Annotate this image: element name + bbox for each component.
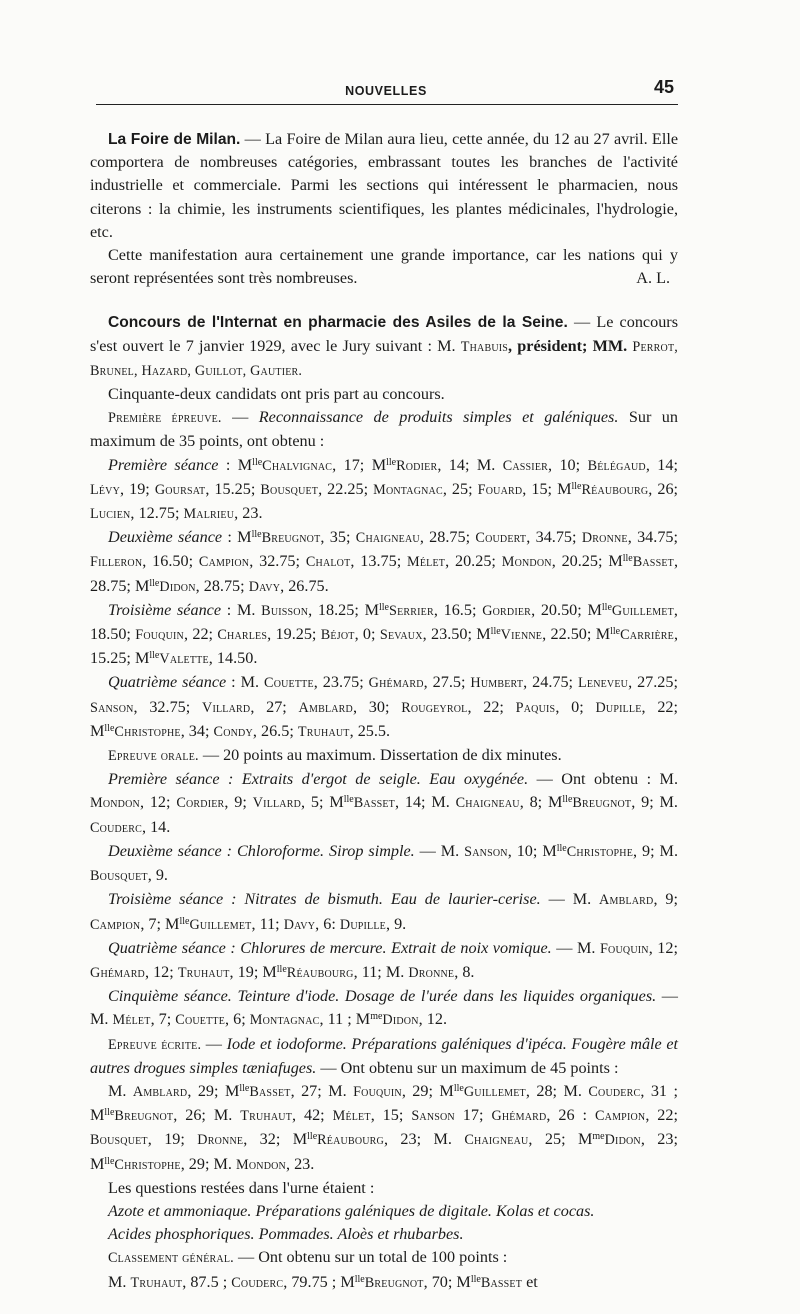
candidate-name: Fouquin	[135, 627, 184, 644]
candidate-name: Condy	[213, 723, 253, 740]
candidate-name: Guillemet	[189, 916, 252, 933]
candidate-name: Bousquet	[90, 1132, 148, 1149]
text: M.	[108, 1272, 131, 1291]
score: , 22.25;	[318, 479, 374, 498]
candidate-name: Mondon	[90, 795, 140, 812]
title-mlle: lle	[343, 794, 354, 806]
score: , 12.	[418, 1010, 447, 1029]
candidate-name: Christophe	[566, 843, 634, 860]
score: , 34;	[180, 721, 214, 740]
title-mlle: lle	[470, 1273, 481, 1285]
score: , 32; M	[243, 1130, 308, 1149]
jury-members: Perrot, Brunel, Hazard, Guillot, Gautier.	[90, 338, 679, 379]
score: , 12;	[144, 962, 178, 981]
candidate-name: Amblard	[298, 699, 353, 716]
score: , 14; M.	[437, 455, 503, 474]
candidate-name: Basset	[632, 554, 674, 571]
score: , 15; M	[522, 479, 572, 498]
candidate-name: Didon	[382, 1012, 419, 1029]
title-mlle: lle	[386, 456, 397, 468]
score: , 19;	[120, 479, 155, 498]
title-mlle: lle	[149, 650, 160, 662]
score: , 20.50; M	[531, 600, 602, 619]
score: , 17; M	[332, 455, 387, 474]
candidate-name: Cassier	[502, 457, 549, 474]
candidate-name: Fouquin	[353, 1083, 402, 1100]
candidate-name: Davy	[248, 578, 281, 595]
candidate-name: Lucien	[90, 506, 131, 523]
score: , 15.25; M	[90, 625, 679, 668]
title-mlle: lle	[104, 1155, 115, 1167]
score: , 6;	[225, 1010, 250, 1029]
score: , 34.75;	[627, 528, 679, 547]
score: , 11; M.	[353, 962, 409, 981]
score: , 6:	[315, 914, 340, 933]
concours-paragraph	[90, 311, 678, 383]
text: : M	[222, 528, 252, 547]
header-rule	[96, 104, 678, 105]
seance-subject: : Extraits d'ergot de seigle. Eau oxygénée.	[219, 770, 529, 789]
jury-president: Thabuis	[460, 338, 509, 355]
score: , 42;	[292, 1106, 333, 1125]
title-mme: me	[370, 1011, 383, 1023]
seance-label: Quatrième séance	[108, 673, 227, 692]
score: , 22.50; M	[542, 625, 611, 644]
title-mlle: lle	[179, 915, 190, 927]
candidate-name: Rougeyrol	[401, 699, 468, 716]
text: — M.	[90, 987, 678, 1029]
ecrite-paragraph	[90, 1033, 678, 1080]
ecrite-heading: Epreuve écrite.	[108, 1036, 202, 1053]
text: : M.	[221, 600, 262, 619]
epreuve1-seance-2	[90, 526, 678, 599]
candidate-name: Humbert	[470, 675, 524, 692]
candidate-name: Couderc	[588, 1083, 641, 1100]
candidate-name: Chaigneau	[464, 1132, 529, 1149]
title-mlle: lle	[307, 1131, 318, 1143]
title-mlle: lle	[601, 601, 612, 613]
candidate-name: Ghémard	[491, 1108, 547, 1125]
candidate-name: Buisson	[261, 602, 309, 619]
candidate-name: Ghémard	[368, 675, 424, 692]
foire-paragraph	[90, 128, 678, 244]
oral-seance-1	[90, 768, 678, 840]
score: , 10; M	[507, 841, 557, 860]
score: , 16.5;	[433, 600, 483, 619]
score: , 22; M	[90, 697, 679, 740]
title-mme: me	[592, 1131, 605, 1143]
ecrite-results	[90, 1080, 678, 1177]
candidate-name: Sanson	[464, 843, 508, 860]
candidate-name: Truhaut	[240, 1108, 292, 1125]
candidate-name: Malrieu	[183, 506, 235, 523]
title-mlle: lle	[490, 626, 501, 638]
seance-label: Deuxième séance	[108, 841, 222, 860]
jury-lead: ; MM.	[582, 336, 633, 355]
candidate-name: Chalvignac	[262, 457, 333, 474]
score: , 22;	[645, 1106, 678, 1125]
foire-text-2: Cette manifestation aura certainement une grande importance, car les nations qui y seront représentées sont très nombreuses.	[90, 246, 678, 288]
score: , 25; M	[528, 1130, 593, 1149]
page-header	[96, 76, 676, 102]
score: , 11;	[251, 914, 284, 933]
candidate-name: Goursat	[154, 481, 206, 498]
questions-line-2-text: Acides phosphoriques. Pommades. Aloès et rhubarbes.	[108, 1225, 464, 1244]
score: , 27; M.	[290, 1081, 354, 1100]
candidate-name: Mondon	[236, 1156, 286, 1173]
epreuve1-title: Reconnaissance de produits simples et galéniques.	[258, 408, 619, 427]
candidate-name: Villard	[202, 699, 251, 716]
candidate-name: Sanson	[411, 1108, 455, 1125]
seance-subject: Teinture d'iode. Dosage de l'urée dans les liquides organiques.	[231, 987, 657, 1006]
score: , 22;	[183, 625, 218, 644]
candidats-paragraph	[90, 383, 678, 406]
seance-label: Quatrième séance	[108, 938, 226, 957]
score: , 23.	[285, 1154, 315, 1173]
score: , 11 ; M	[319, 1010, 371, 1029]
text: — Ont obtenu : M.	[528, 770, 678, 789]
score: , 23.50; M	[422, 625, 491, 644]
questions-intro-text: Les questions restées dans l'urne étaient :	[108, 1178, 375, 1197]
seance-label: Cinquième séance.	[108, 987, 232, 1006]
score: , 20.25;	[445, 552, 502, 571]
score: , 27.5;	[423, 673, 471, 692]
candidate-name: Christophe	[114, 723, 181, 740]
score: , 87.5 ;	[182, 1272, 232, 1291]
score: , 28; M.	[525, 1081, 589, 1100]
title-mlle: lle	[149, 577, 160, 589]
score: , 22;	[467, 697, 516, 716]
candidate-name: Davy	[283, 916, 316, 933]
classement-heading: Classement général.	[108, 1250, 234, 1267]
score: , 9.	[147, 866, 168, 885]
candidate-name: Cordier	[176, 795, 225, 812]
score: , 12;	[139, 793, 177, 812]
foire-text: — La Foire de Milan aura lieu, cette année, du 12 au 27 avril. Elle comportera de nombreuses catégories, embrassant toutes les branches de l'activité industrielle et commerciale. Parmi les sections qui intéressent le pharmacien, nous citerons : la chimie, les instruments scientifiques, les plantes médicinales, l'hydrologie, etc.	[90, 130, 678, 241]
title-mlle: lle	[251, 529, 262, 541]
score: , 28.75; M	[90, 552, 678, 595]
score: , 28.75;	[419, 528, 476, 547]
candidate-name: Basset	[353, 795, 395, 812]
score: et	[522, 1272, 538, 1291]
seance-subject: : Chloroforme. Sirop simple.	[221, 841, 415, 860]
score: , 31 ; M	[90, 1081, 678, 1125]
score: , 23.75;	[313, 673, 369, 692]
text: : M.	[226, 673, 265, 692]
title-mlle: lle	[104, 1107, 115, 1119]
text: — M.	[540, 890, 600, 909]
score: , 12;	[648, 938, 678, 957]
score: , 25.5.	[349, 721, 391, 740]
candidate-name: Béjot	[320, 627, 355, 644]
candidate-name: Truhaut	[177, 964, 230, 981]
candidate-name: Vienne	[500, 627, 543, 644]
candidate-name: Dupille	[339, 916, 386, 933]
candidate-name: Serrier	[388, 602, 434, 619]
candidate-name: Didon	[604, 1132, 641, 1149]
score: , 15.25;	[205, 479, 261, 498]
candidate-name: Mondon	[501, 554, 552, 571]
candidate-name: Paquis	[515, 699, 556, 716]
score: , 13.75;	[350, 552, 408, 571]
candidate-name: Filleron	[90, 554, 143, 571]
oral-seance-5	[90, 985, 678, 1032]
candidate-name: Chaigneau	[355, 530, 420, 547]
text: — M.	[414, 841, 465, 860]
candidate-name: Didon	[159, 578, 196, 595]
score: , 27;	[250, 697, 299, 716]
score: , 29; M.	[180, 1154, 237, 1173]
candidate-name: Breugnot	[364, 1274, 424, 1291]
score: , 35;	[320, 528, 356, 547]
score: , 10;	[548, 455, 588, 474]
text: M.	[108, 1081, 133, 1100]
candidate-name: Chaigneau	[455, 795, 520, 812]
concours-title: Concours de l'Internat en pharmacie des Asiles de la Seine.	[108, 314, 568, 332]
score: , 29; M	[401, 1081, 454, 1100]
score: , 26 :	[546, 1106, 595, 1125]
score: , 12.75;	[130, 504, 184, 523]
score: , 18.25; M	[308, 600, 379, 619]
score: , 24.75;	[523, 673, 579, 692]
questions-line-2	[90, 1223, 678, 1246]
candidate-name: Coudert	[475, 530, 527, 547]
score: , 19; M	[229, 962, 277, 981]
candidate-name: Campion	[198, 554, 250, 571]
score: , 7; M	[140, 914, 180, 933]
candidate-name: Mélet	[407, 554, 446, 571]
candidate-name: Réaubourg	[581, 481, 649, 498]
seance-label: Deuxième séance	[108, 528, 223, 547]
seance-subject: : Nitrates de bismuth. Eau de laurier-cerise.	[223, 890, 541, 909]
epreuve1-seance-1	[90, 454, 678, 527]
title-mlle: lle	[453, 1082, 464, 1094]
score: 17;	[454, 1106, 492, 1125]
score: , 16.50;	[142, 552, 199, 571]
score: , 23.	[234, 504, 263, 523]
candidate-name: Réaubourg	[286, 964, 354, 981]
oral-seance-2	[90, 840, 678, 888]
title-mlle: lle	[378, 601, 389, 613]
candidate-name: Truhaut	[130, 1274, 183, 1291]
candidate-name: Breugnot	[572, 795, 632, 812]
candidate-name: Dupille	[595, 699, 642, 716]
title-mlle: lle	[252, 456, 263, 468]
seance-label: Troisième séance	[108, 890, 224, 909]
candidate-name: Bélégaud	[587, 457, 646, 474]
score: , 23; M.	[383, 1130, 465, 1149]
score: , 23; M	[90, 1130, 678, 1173]
score: , 14; M.	[394, 793, 456, 812]
text: — M.	[551, 938, 600, 957]
score: , 32.75;	[249, 552, 306, 571]
score: , 9;	[224, 793, 253, 812]
candidate-name: Sevaux	[379, 627, 423, 644]
title-mlle: lle	[622, 553, 633, 565]
title-mlle: lle	[104, 722, 115, 734]
page-number: 45	[653, 77, 674, 97]
seance-subject: : Chlorures de mercure. Extrait de noix vomique.	[225, 938, 552, 957]
article-body	[90, 128, 678, 1295]
candidate-name: Christophe	[114, 1156, 181, 1173]
score: , 26;	[648, 479, 679, 498]
classement-text: — Ont obtenu sur un total de 100 points :	[233, 1248, 508, 1267]
candidate-name: Bousquet	[260, 481, 319, 498]
candidate-name: Campion	[595, 1108, 646, 1125]
score: , 29; M	[187, 1081, 240, 1100]
score: , 70; M	[423, 1272, 471, 1291]
score: , 9; M.	[633, 841, 678, 860]
candidate-name: Fouquin	[599, 940, 649, 957]
score: , 32.75;	[133, 697, 202, 716]
score: , 30;	[352, 697, 402, 716]
candidate-name: Basset	[249, 1083, 291, 1100]
seance-label: Première séance	[108, 770, 220, 789]
score: , 27.25;	[628, 673, 678, 692]
foire-title: La Foire de Milan.	[108, 131, 241, 148]
score: , 14;	[645, 455, 678, 474]
text: : M	[218, 455, 253, 474]
score: , 26.5;	[252, 721, 298, 740]
candidate-name: Charles	[217, 627, 268, 644]
questions-line-1-text: Azote et ammoniaque. Préparations galéniques de digitale. Kolas et cocas.	[108, 1201, 595, 1220]
dash: —	[201, 1034, 227, 1053]
seance-label: Première séance	[108, 455, 219, 474]
title-mlle: lle	[571, 480, 582, 492]
candidate-name: Dronne	[408, 964, 455, 981]
score: , 14.	[141, 817, 171, 836]
score: , 15;	[370, 1106, 412, 1125]
score: , 8.	[454, 962, 475, 981]
candidate-name: Gordier	[482, 602, 532, 619]
candidate-name: Couderc	[90, 819, 142, 836]
candidate-name: Bousquet	[90, 868, 148, 885]
score: , 25;	[442, 479, 478, 498]
candidate-name: Leneveu	[578, 675, 629, 692]
epreuve1-seance-4	[90, 671, 678, 744]
oral-seance-3	[90, 888, 678, 936]
candidate-name: Campion	[90, 916, 141, 933]
oral-text: — 20 points au maximum. Dissertation de dix minutes.	[198, 746, 562, 765]
signature: A. L.	[636, 269, 670, 288]
title-mlle: lle	[556, 842, 567, 854]
score: , 20.25; M	[551, 552, 623, 571]
epreuve1-tail: Sur un maximum de 35 points, ont obtenu :	[90, 408, 678, 451]
candidate-name: Couette	[175, 1012, 226, 1029]
candidate-name: Réaubourg	[317, 1132, 384, 1149]
classement-results	[90, 1271, 678, 1295]
epreuve1-paragraph	[90, 406, 678, 453]
candidate-name: Mélet	[112, 1012, 151, 1029]
title-mlle: lle	[562, 794, 573, 806]
score: , 26; M.	[173, 1106, 241, 1125]
candidate-name: Amblard	[599, 892, 654, 909]
candidate-name: Dronne	[581, 530, 628, 547]
candidate-name: Rodier	[396, 457, 438, 474]
candidate-name: Truhaut	[297, 723, 350, 740]
candidate-name: Basset	[480, 1274, 523, 1291]
score: , 0;	[354, 625, 380, 644]
candidate-name: Valette	[159, 651, 209, 668]
candidate-name: Couette	[264, 675, 314, 692]
score: , 7;	[150, 1010, 176, 1029]
score: , 19;	[147, 1130, 198, 1149]
running-title: NOUVELLES	[345, 84, 427, 98]
candidate-name: Amblard	[132, 1083, 188, 1100]
title-mlle: lle	[610, 626, 621, 638]
candidate-name: Fouard	[477, 481, 523, 498]
president-word: , président	[508, 336, 583, 355]
title-mlle: lle	[239, 1082, 250, 1094]
candidate-name: Guillemet	[463, 1083, 526, 1100]
score: , 18.50;	[90, 600, 678, 644]
candidate-name: Breugnot	[114, 1108, 174, 1125]
score: , 26.75.	[280, 576, 329, 595]
candidate-name: Villard	[252, 795, 302, 812]
candidate-name: Lévy	[90, 481, 121, 498]
foire-paragraph-2	[90, 244, 678, 290]
score: , 14.50.	[208, 649, 258, 668]
ecrite-title: Iode et iodoforme. Préparations galéniques d'ipéca. Fougère mâle et autres drogues simples tæniafuges.	[90, 1034, 679, 1077]
candidate-name: Sanson	[90, 699, 134, 716]
title-mlle: lle	[276, 963, 287, 975]
score: , 9.	[385, 914, 407, 933]
candidate-name: Montagnac	[249, 1012, 320, 1029]
score: , 5; M	[301, 793, 344, 812]
dash: —	[221, 408, 259, 427]
score: , 9;	[653, 890, 679, 909]
ecrite-tail: — Ont obtenu sur un maximum de 45 points :	[316, 1058, 619, 1077]
candidate-name: Guillemet	[611, 602, 674, 619]
score: , 19.25;	[267, 625, 321, 644]
score: , 28.75;	[195, 576, 249, 595]
oral-heading: Epreuve orale.	[108, 748, 199, 765]
candidate-name: Breugnot	[261, 530, 321, 547]
oral-seance-4	[90, 937, 678, 985]
questions-intro	[90, 1177, 678, 1200]
candidate-name: Ghémard	[90, 964, 145, 981]
score: , 8; M	[519, 793, 563, 812]
score: , 9; M.	[631, 793, 678, 812]
title-mlle: lle	[354, 1273, 365, 1285]
candidate-name: Montagnac	[373, 481, 443, 498]
candidate-name: Mélet	[332, 1108, 371, 1125]
candidate-name: Dronne	[197, 1132, 244, 1149]
seance-label: Troisième séance	[108, 600, 222, 619]
candidate-name: Chalot	[305, 554, 351, 571]
classement-paragraph	[90, 1246, 678, 1270]
candidate-name: Carrière	[620, 627, 674, 644]
epreuve1-seance-3	[90, 599, 678, 672]
score: , 0;	[555, 697, 596, 716]
questions-line-1	[90, 1200, 678, 1223]
candidats-text: Cinquante-deux candidats ont pris part au concours.	[108, 385, 445, 404]
epreuve1-heading: Première épreuve.	[108, 410, 222, 427]
candidate-name: Couderc	[231, 1274, 284, 1291]
score: , 79.75 ; M	[283, 1272, 355, 1291]
score: , 34.75;	[526, 528, 582, 547]
concours-intro: — Le concours s'est ouvert le 7 janvier 1929, avec le Jury suivant : M.	[90, 313, 678, 355]
oral-paragraph	[90, 744, 678, 768]
